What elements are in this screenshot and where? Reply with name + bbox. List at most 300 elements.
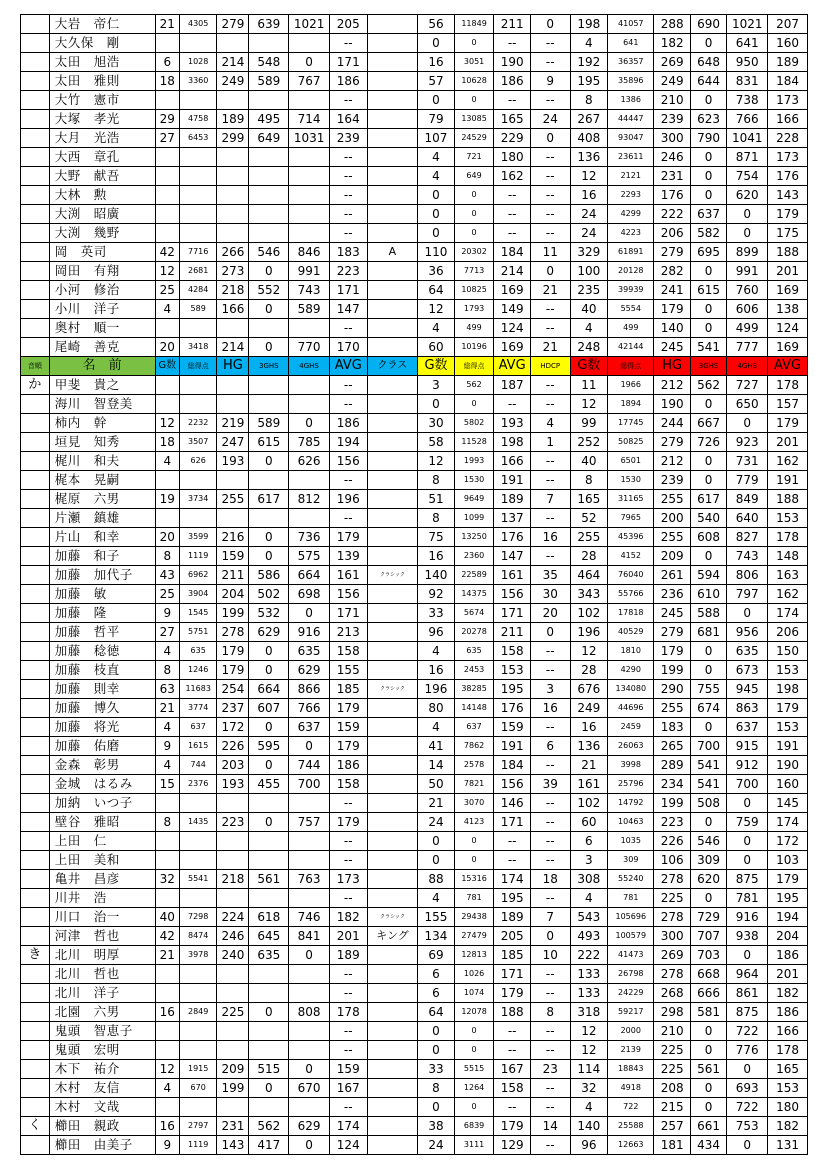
total-score-cell xyxy=(179,1041,217,1060)
stat-cell: 196 xyxy=(330,490,368,509)
stat-cell: 586 xyxy=(249,566,289,585)
stat-cell: 204 xyxy=(768,927,808,946)
stat-cell xyxy=(249,224,289,243)
stat-cell: 841 xyxy=(289,927,330,946)
table-row xyxy=(21,1079,808,1098)
initial-cell xyxy=(21,756,50,775)
table-row xyxy=(21,167,808,186)
stat-cell: 186 xyxy=(768,946,808,965)
stat-cell: -- xyxy=(530,813,570,832)
stat-cell: 189 xyxy=(217,110,249,129)
stat-cell: 137 xyxy=(494,509,530,528)
stat-cell: -- xyxy=(530,376,570,395)
stat-cell: 173 xyxy=(768,148,808,167)
stat-cell: 16 xyxy=(530,528,570,547)
stat-cell: 201 xyxy=(768,262,808,281)
total-score-cell: 0 xyxy=(454,34,494,53)
initial-cell xyxy=(21,623,50,642)
stat-cell: -- xyxy=(494,34,530,53)
class-cell xyxy=(367,319,418,338)
initial-cell xyxy=(21,433,50,452)
total-score-cell xyxy=(179,851,217,870)
table-row xyxy=(21,566,808,585)
stat-cell: 225 xyxy=(654,1041,690,1060)
stat-cell: 727 xyxy=(727,376,768,395)
stat-cell: 0 xyxy=(289,414,330,433)
stat-cell: 700 xyxy=(289,775,330,794)
stat-cell: 169 xyxy=(768,281,808,300)
player-name: 大渕 昭廣 xyxy=(49,205,155,224)
table-row xyxy=(21,661,808,680)
total-score-cell: 0 xyxy=(454,205,494,224)
stat-cell: 173 xyxy=(330,870,368,889)
stat-cell: 18 xyxy=(530,870,570,889)
stat-cell: -- xyxy=(530,186,570,205)
stat-cell: 174 xyxy=(768,813,808,832)
stat-cell: 231 xyxy=(217,1117,249,1136)
class-cell xyxy=(367,15,418,34)
stat-cell: -- xyxy=(330,889,368,908)
player-name: 鬼頭 智恵子 xyxy=(49,1022,155,1041)
stat-cell: 210 xyxy=(654,1022,690,1041)
stat-cell xyxy=(249,395,289,414)
stat-cell: 186 xyxy=(330,756,368,775)
stat-cell: -- xyxy=(530,851,570,870)
table-row xyxy=(21,1117,808,1136)
stat-cell: 21 xyxy=(530,338,570,357)
stat-cell: 767 xyxy=(289,72,330,91)
total-score-cell: 26063 xyxy=(608,737,654,756)
class-cell xyxy=(367,1079,418,1098)
stat-cell: 641 xyxy=(727,34,768,53)
stat-cell xyxy=(217,205,249,224)
header-high-game: HG xyxy=(217,357,249,376)
table-row xyxy=(21,1098,808,1117)
stat-cell: 722 xyxy=(727,1098,768,1117)
stat-cell: 0 xyxy=(249,1079,289,1098)
stat-cell: 915 xyxy=(727,737,768,756)
stat-cell: 64 xyxy=(418,1003,454,1022)
total-score-cell: 20302 xyxy=(454,243,494,262)
class-cell xyxy=(367,1098,418,1117)
stat-cell: 561 xyxy=(690,1060,726,1079)
stat-cell: 0 xyxy=(289,53,330,72)
stat-cell: 279 xyxy=(217,15,249,34)
stat-cell: 4 xyxy=(570,889,608,908)
player-name: 甲斐 貴之 xyxy=(49,376,155,395)
stat-cell: 664 xyxy=(249,680,289,699)
player-name: 河津 哲也 xyxy=(49,927,155,946)
stat-cell: 541 xyxy=(690,338,726,357)
stat-cell: 0 xyxy=(690,1022,726,1041)
stat-cell: 223 xyxy=(654,813,690,832)
stat-cell: 159 xyxy=(494,718,530,737)
stat-cell xyxy=(217,794,249,813)
class-cell xyxy=(367,110,418,129)
stat-cell: 165 xyxy=(768,1060,808,1079)
stat-cell: 0 xyxy=(418,34,454,53)
initial-cell: く xyxy=(21,1117,50,1136)
initial-cell xyxy=(21,91,50,110)
stat-cell: 169 xyxy=(494,338,530,357)
stat-cell xyxy=(155,1022,179,1041)
stat-cell: -- xyxy=(530,661,570,680)
stat-cell: 502 xyxy=(249,585,289,604)
total-score-cell: 2453 xyxy=(454,661,494,680)
stat-cell: 606 xyxy=(727,300,768,319)
player-name: 尾崎 善克 xyxy=(49,338,155,357)
table-row xyxy=(21,15,808,34)
initial-cell xyxy=(21,547,50,566)
stat-cell: 703 xyxy=(690,946,726,965)
stat-cell: -- xyxy=(494,1041,530,1060)
player-name: 太田 雅則 xyxy=(49,72,155,91)
total-score-cell: 2121 xyxy=(608,167,654,186)
stat-cell: 0 xyxy=(690,186,726,205)
stat-cell: 218 xyxy=(217,870,249,889)
stat-cell: 0 xyxy=(418,832,454,851)
stat-cell: 225 xyxy=(217,1003,249,1022)
stat-cell xyxy=(217,167,249,186)
stat-cell: 40 xyxy=(570,300,608,319)
stat-cell: 644 xyxy=(690,72,726,91)
stat-cell: 12 xyxy=(155,414,179,433)
stat-cell: 99 xyxy=(570,414,608,433)
stat-cell: 176 xyxy=(768,167,808,186)
stat-cell: 214 xyxy=(217,338,249,357)
initial-cell xyxy=(21,319,50,338)
stat-cell: -- xyxy=(530,148,570,167)
stat-cell: 738 xyxy=(727,91,768,110)
stat-cell: 0 xyxy=(690,642,726,661)
stat-cell: 541 xyxy=(690,775,726,794)
total-score-cell: 721 xyxy=(454,148,494,167)
stat-cell xyxy=(289,965,330,984)
stat-cell: 136 xyxy=(570,148,608,167)
player-name: 梶本 晃嗣 xyxy=(49,471,155,490)
stat-cell: 249 xyxy=(654,72,690,91)
stat-cell: 155 xyxy=(330,661,368,680)
stat-cell: 24 xyxy=(418,1136,454,1155)
class-cell xyxy=(367,623,418,642)
total-score-cell: 0 xyxy=(454,91,494,110)
player-name: 加藤 哲平 xyxy=(49,623,155,642)
stat-cell: 707 xyxy=(690,927,726,946)
stat-cell: 543 xyxy=(570,908,608,927)
stat-cell: 159 xyxy=(217,547,249,566)
stat-cell: 698 xyxy=(289,585,330,604)
stat-cell xyxy=(155,471,179,490)
stat-cell: 234 xyxy=(654,775,690,794)
table-row xyxy=(21,832,808,851)
stat-cell: 0 xyxy=(690,1079,726,1098)
stat-cell: 92 xyxy=(418,585,454,604)
stat-cell: 6 xyxy=(530,737,570,756)
initial-cell xyxy=(21,813,50,832)
total-score-cell: 637 xyxy=(179,718,217,737)
stat-cell: 279 xyxy=(654,623,690,642)
table-row xyxy=(21,471,808,490)
stat-cell: 195 xyxy=(494,680,530,699)
stat-cell: 143 xyxy=(768,186,808,205)
stat-cell: 268 xyxy=(654,984,690,1003)
stat-cell: -- xyxy=(530,889,570,908)
stat-cell: 21 xyxy=(418,794,454,813)
stat-cell: 124 xyxy=(330,1136,368,1155)
stat-cell: 743 xyxy=(289,281,330,300)
stat-cell xyxy=(249,205,289,224)
stat-cell: 1021 xyxy=(727,15,768,34)
stat-cell: 4 xyxy=(418,148,454,167)
table-row xyxy=(21,1060,808,1079)
stat-cell: -- xyxy=(494,205,530,224)
stat-cell: 201 xyxy=(768,433,808,452)
stat-cell: 21 xyxy=(570,756,608,775)
total-score-cell: 670 xyxy=(179,1079,217,1098)
stat-cell: 207 xyxy=(768,15,808,34)
stat-cell: 257 xyxy=(654,1117,690,1136)
stat-cell: 190 xyxy=(768,756,808,775)
stat-cell: 195 xyxy=(768,889,808,908)
total-score-cell: 589 xyxy=(179,300,217,319)
stat-cell: 188 xyxy=(494,1003,530,1022)
stat-cell: 183 xyxy=(654,718,690,737)
total-score-cell xyxy=(179,376,217,395)
stat-cell: 0 xyxy=(690,471,726,490)
stat-cell: 219 xyxy=(217,414,249,433)
player-name: 加藤 隆 xyxy=(49,604,155,623)
stat-cell: 27 xyxy=(155,129,179,148)
stat-cell: -- xyxy=(494,1022,530,1041)
total-score-cell xyxy=(179,186,217,205)
stat-cell: 140 xyxy=(418,566,454,585)
stat-cell: 39 xyxy=(530,775,570,794)
table-row xyxy=(21,889,808,908)
stat-cell: -- xyxy=(530,452,570,471)
stat-cell: 265 xyxy=(654,737,690,756)
stat-cell: 12 xyxy=(418,452,454,471)
table-row xyxy=(21,452,808,471)
stat-cell: 0 xyxy=(249,756,289,775)
total-score-cell: 18843 xyxy=(608,1060,654,1079)
initial-cell xyxy=(21,604,50,623)
table-row xyxy=(21,300,808,319)
stat-cell: 0 xyxy=(249,452,289,471)
stat-cell: 938 xyxy=(727,927,768,946)
stat-cell: 0 xyxy=(418,851,454,870)
stat-cell: 273 xyxy=(217,262,249,281)
initial-cell xyxy=(21,53,50,72)
initial-cell xyxy=(21,870,50,889)
initial-cell xyxy=(21,205,50,224)
stat-cell: 75 xyxy=(418,528,454,547)
stat-cell: 133 xyxy=(570,965,608,984)
stat-cell: 552 xyxy=(249,281,289,300)
total-score-cell: 29438 xyxy=(454,908,494,927)
stat-cell: 0 xyxy=(249,528,289,547)
total-score-cell: 7716 xyxy=(179,243,217,262)
stat-cell: 32 xyxy=(155,870,179,889)
stat-cell: 21 xyxy=(155,15,179,34)
player-name: 北川 明厚 xyxy=(49,946,155,965)
initial-cell xyxy=(21,1060,50,1079)
stat-cell: 162 xyxy=(768,452,808,471)
stat-cell: -- xyxy=(330,319,368,338)
stat-cell: 136 xyxy=(570,737,608,756)
stat-cell: 667 xyxy=(690,414,726,433)
stat-cell: 693 xyxy=(727,1079,768,1098)
player-name: 北川 洋子 xyxy=(49,984,155,1003)
stat-cell xyxy=(249,509,289,528)
initial-cell xyxy=(21,110,50,129)
stat-cell: 278 xyxy=(654,870,690,889)
stat-cell: 21 xyxy=(530,281,570,300)
class-cell xyxy=(367,528,418,547)
player-name: 大野 献吾 xyxy=(49,167,155,186)
stat-cell: 664 xyxy=(289,566,330,585)
initial-cell xyxy=(21,452,50,471)
stat-cell: 24 xyxy=(570,224,608,243)
class-cell xyxy=(367,281,418,300)
stat-cell: 329 xyxy=(570,243,608,262)
stat-cell: 21 xyxy=(155,946,179,965)
total-score-cell: 2578 xyxy=(454,756,494,775)
stat-cell xyxy=(217,91,249,110)
total-score-cell: 4305 xyxy=(179,15,217,34)
stat-cell: 617 xyxy=(690,490,726,509)
table-row xyxy=(21,376,808,395)
total-score-cell xyxy=(179,205,217,224)
initial-cell xyxy=(21,338,50,357)
stat-cell: 15 xyxy=(155,775,179,794)
stat-cell xyxy=(289,851,330,870)
stat-cell: -- xyxy=(494,1098,530,1117)
stat-cell: 124 xyxy=(494,319,530,338)
stat-cell: 190 xyxy=(494,53,530,72)
stat-cell: 16 xyxy=(155,1117,179,1136)
stat-cell: 282 xyxy=(654,262,690,281)
table-row xyxy=(21,908,808,927)
class-cell: クラシック xyxy=(367,680,418,699)
stat-cell xyxy=(249,376,289,395)
stat-cell: 623 xyxy=(690,110,726,129)
stat-cell: 0 xyxy=(727,832,768,851)
stat-cell: 206 xyxy=(768,623,808,642)
stat-cell: 179 xyxy=(768,699,808,718)
header-initial: 音順 xyxy=(21,357,50,376)
stat-cell: 166 xyxy=(217,300,249,319)
stat-cell: 211 xyxy=(494,623,530,642)
stat-cell: 10 xyxy=(530,946,570,965)
stat-cell xyxy=(289,1098,330,1117)
stat-cell: 194 xyxy=(330,433,368,452)
stat-cell: 0 xyxy=(418,1041,454,1060)
stat-cell: -- xyxy=(530,224,570,243)
stat-cell: 0 xyxy=(249,718,289,737)
stat-cell: 8 xyxy=(530,1003,570,1022)
stat-cell: -- xyxy=(530,1041,570,1060)
stat-cell: 248 xyxy=(570,338,608,357)
stat-cell: 635 xyxy=(249,946,289,965)
stat-cell: 190 xyxy=(654,395,690,414)
stat-cell: 149 xyxy=(494,300,530,319)
table-row xyxy=(21,946,808,965)
stat-cell: 27 xyxy=(155,623,179,642)
stat-cell: 174 xyxy=(494,870,530,889)
stat-cell: -- xyxy=(330,794,368,813)
stat-cell: 6 xyxy=(155,53,179,72)
class-cell xyxy=(367,946,418,965)
stat-cell: 209 xyxy=(654,547,690,566)
total-score-cell: 7862 xyxy=(454,737,494,756)
stat-cell: 581 xyxy=(690,1003,726,1022)
stat-cell: 57 xyxy=(418,72,454,91)
stat-cell: 0 xyxy=(418,1098,454,1117)
stat-cell: 781 xyxy=(727,889,768,908)
table-row xyxy=(21,870,808,889)
stat-cell: 213 xyxy=(330,623,368,642)
stat-cell: 107 xyxy=(418,129,454,148)
stat-cell: 29 xyxy=(155,110,179,129)
stat-cell: 133 xyxy=(570,984,608,1003)
stat-cell xyxy=(155,851,179,870)
stat-cell: 0 xyxy=(727,946,768,965)
stat-cell xyxy=(249,34,289,53)
stat-cell: 24 xyxy=(570,205,608,224)
stat-cell: 188 xyxy=(768,243,808,262)
initial-cell xyxy=(21,1041,50,1060)
total-score-cell: 55766 xyxy=(608,585,654,604)
stat-cell: -- xyxy=(330,395,368,414)
stat-cell: -- xyxy=(530,794,570,813)
stat-cell xyxy=(217,376,249,395)
stat-cell: 827 xyxy=(727,528,768,547)
player-name: 金森 彰男 xyxy=(49,756,155,775)
stat-cell: 0 xyxy=(249,262,289,281)
stat-cell xyxy=(289,319,330,338)
stat-cell: 14 xyxy=(418,756,454,775)
stat-cell: 757 xyxy=(289,813,330,832)
stat-cell: 744 xyxy=(289,756,330,775)
stat-cell: -- xyxy=(330,186,368,205)
stat-cell: 25 xyxy=(155,281,179,300)
player-name: 奥村 順一 xyxy=(49,319,155,338)
stat-cell: 785 xyxy=(289,433,330,452)
stat-cell: 797 xyxy=(727,585,768,604)
stat-cell: 0 xyxy=(530,262,570,281)
stat-cell: 156 xyxy=(494,585,530,604)
stat-cell: 204 xyxy=(217,585,249,604)
stat-cell: 4 xyxy=(570,1098,608,1117)
header-name: 名 前 xyxy=(49,357,155,376)
stat-cell: 239 xyxy=(654,110,690,129)
stat-cell: 103 xyxy=(768,851,808,870)
stat-cell: 661 xyxy=(690,1117,726,1136)
stat-cell: 0 xyxy=(690,813,726,832)
total-score-cell: 13085 xyxy=(454,110,494,129)
total-score-cell: 5802 xyxy=(454,414,494,433)
stat-cell: 28 xyxy=(570,547,608,566)
initial-cell xyxy=(21,528,50,547)
class-cell xyxy=(367,224,418,243)
stat-cell: 753 xyxy=(727,1117,768,1136)
stat-cell: 173 xyxy=(768,91,808,110)
stat-cell xyxy=(217,889,249,908)
stat-cell xyxy=(155,205,179,224)
stat-cell: 20 xyxy=(155,338,179,357)
stat-cell: 0 xyxy=(289,604,330,623)
total-score-cell: 3978 xyxy=(179,946,217,965)
